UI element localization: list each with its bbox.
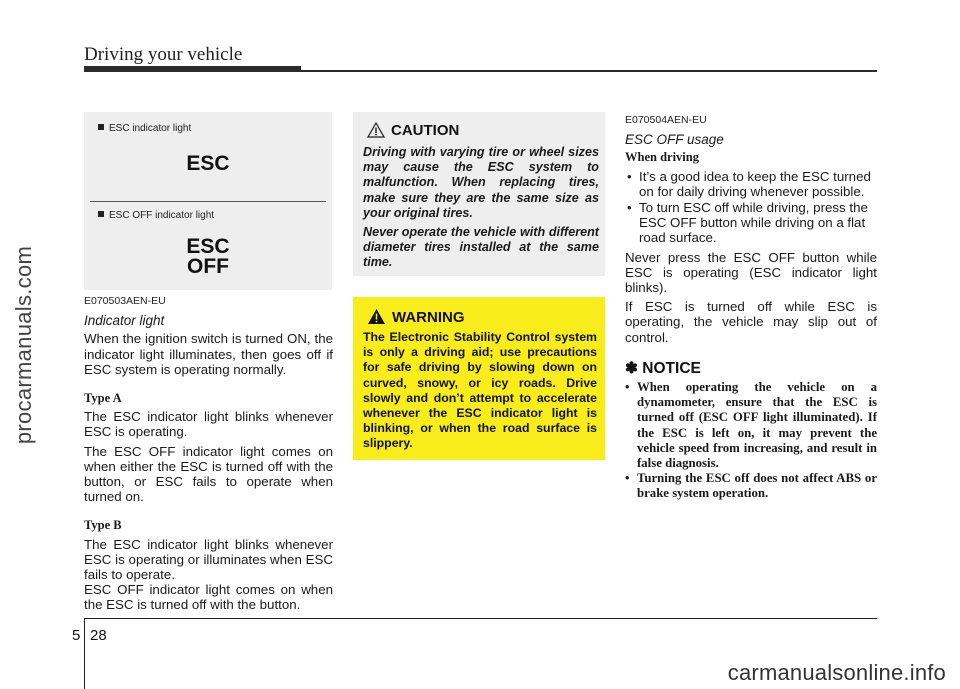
footer-watermark: carmanualsonline.info [727, 660, 946, 685]
type-a-paragraph-2: The ESC OFF indicator light comes on when either the ESC is turned off with the button, or ESC fails to operate when turned on. [84, 443, 333, 505]
esc-off-indicator-label: ESC OFF indicator light [109, 210, 215, 221]
warning-body: The Electronic Stability Control system is only a driving aid; use precautions for safe driving by slowing down on curved, snowy, or icy roads. Drive slowly and don’t attempt to accelerate whenever the ESC indicator light is blinking, or when the road surface is slippery. [363, 330, 597, 451]
indicator-divider [90, 201, 326, 202]
warning-heading [367, 308, 465, 326]
indicator-panel [84, 112, 332, 290]
esc-off-symbol-line2: OFF [187, 255, 229, 278]
right-column [625, 113, 877, 502]
when-driving-heading: When driving [625, 150, 699, 165]
driving-bullets [625, 169, 877, 246]
header-rule-thick [84, 66, 301, 72]
esc-indicator-caption [98, 123, 191, 134]
notice-heading: ✽ NOTICE [625, 359, 701, 377]
caution-title: CAUTION [391, 122, 460, 139]
section-subhead: Indicator light [84, 313, 165, 329]
section-code: E070503AEN-EU [84, 295, 166, 307]
right-section-subhead: ESC OFF usage [625, 132, 724, 148]
caution-paragraph-2: Never operate the vehicle with different diameter tires installed at the same time. [363, 225, 599, 270]
type-b-heading: Type B [84, 518, 122, 533]
type-a-heading: Type A [84, 391, 122, 406]
square-bullet-icon [98, 211, 104, 217]
caution-body [363, 145, 599, 275]
right-paragraph-2: If ESC is turned off while ESC is operating, the vehicle may slip out of control. [625, 299, 877, 345]
type-a-paragraph-1: The ESC indicator light blinks whenever ESC is operating. [84, 409, 333, 440]
caution-triangle-icon [367, 122, 385, 138]
side-watermark: procarmanuals.com [11, 245, 36, 445]
square-bullet-icon [98, 124, 104, 130]
warning-triangle-icon [367, 308, 386, 325]
intro-paragraph: When the ignition switch is turned ON, the indicator light illuminates, then goes off if ESC system is operating normally. [84, 331, 333, 377]
caution-paragraph-1: Driving with varying tire or wheel sizes may cause the ESC system to malfunction. When replacing tires, make sure they are the same size as your original tires. [363, 145, 599, 220]
esc-off-indicator-caption [98, 210, 214, 221]
caution-heading [367, 122, 459, 139]
type-b-paragraph-2: ESC OFF indicator light comes on when the ESC is turned off with the button. [84, 582, 333, 613]
notice-list [625, 380, 877, 502]
warning-title: WARNING [392, 309, 465, 326]
right-paragraph-1: Never press the ESC OFF button while ESC is operating (ESC indicator light blinks). [625, 249, 877, 296]
notice-item-1: • When operating the vehicle on a dynamometer, ensure that the ESC is turned off (ESC OFF light illuminated). If the ESC is left on, it may prevent the vehicle speed from increasing, and result in false diagnosis. [625, 380, 877, 471]
footer-rule [84, 618, 877, 619]
driving-bullet-2: • To turn ESC off while driving, press the ESC OFF button while driving on a flat road surface. [625, 200, 877, 246]
footer-divider [84, 618, 85, 689]
page-header-title: Driving your vehicle [84, 44, 243, 65]
right-section-code: E070504AEN-EU [625, 114, 707, 126]
type-b-paragraph-1: The ESC indicator light blinks whenever ESC is operating or illuminates when ESC fails to operate. [84, 536, 333, 583]
chapter-number: 5 [72, 627, 81, 644]
esc-indicator-symbol: ESC [186, 152, 230, 175]
esc-indicator-label: ESC indicator light [109, 123, 192, 134]
notice-item-2: • Turning the ESC off does not affect ABS or brake system operation. [625, 471, 877, 501]
header-rule-thin [301, 70, 877, 72]
caution-box [353, 112, 605, 276]
driving-bullet-1: • It’s a good idea to keep the ESC turned on for daily driving whenever possible. [625, 169, 877, 199]
page-number: 28 [90, 627, 107, 644]
warning-box [353, 297, 605, 460]
esc-off-symbol-line1: ESC [186, 235, 230, 258]
left-column [84, 294, 333, 617]
